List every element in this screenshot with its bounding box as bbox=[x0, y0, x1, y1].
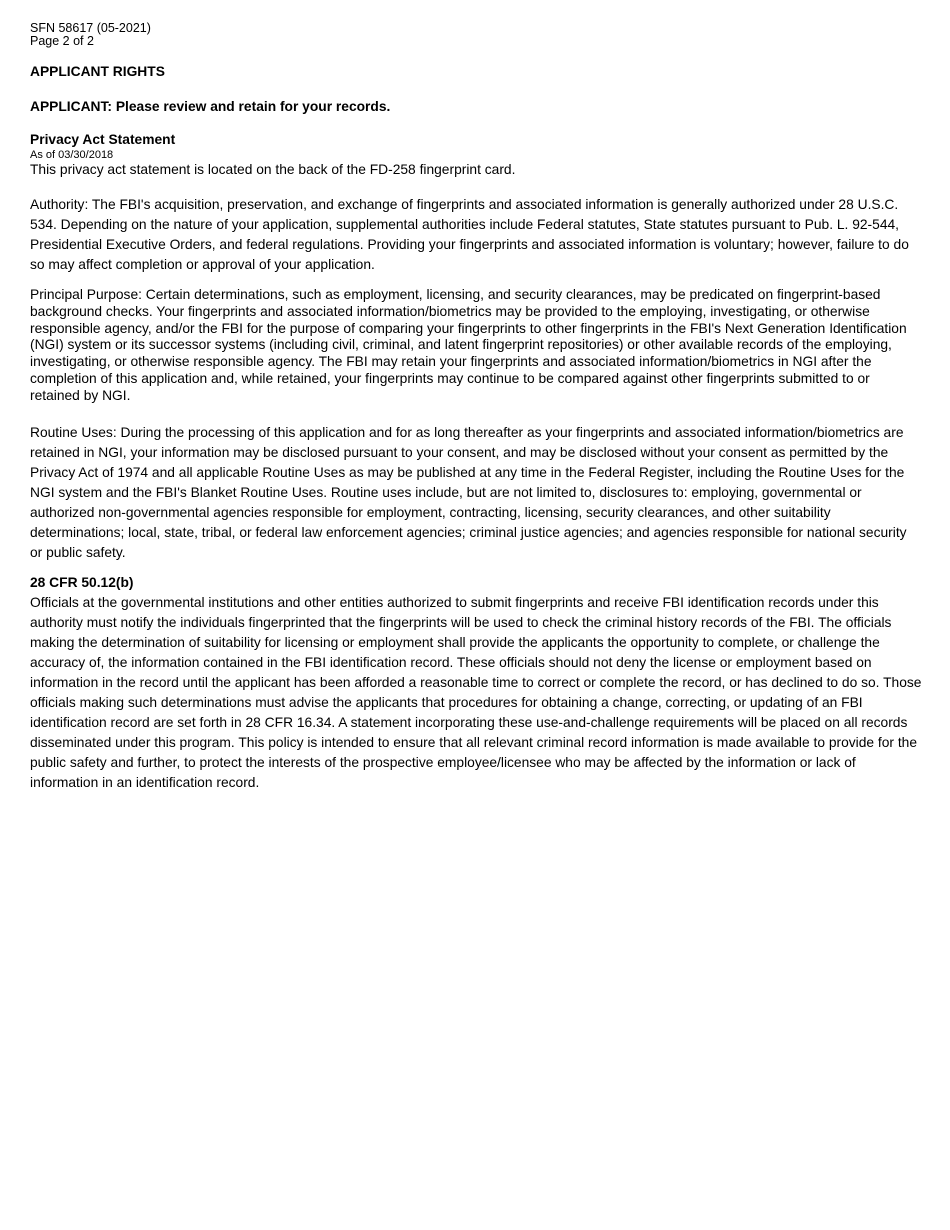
applicant-instruction: APPLICANT: Please review and retain for your records. bbox=[30, 99, 391, 114]
authority-paragraph: Authority: The FBI's acquisition, preservation, and exchange of fingerprints and associated information is generally authorized under 28 U.S.C. 534. Depending on the nature of your application, supplemental authorities include Federal statutes, State statutes pursuant to Pub. L. 92-544, Presidential Executive Orders, and federal regulations. Providing your fingerprints and associated information is voluntary; however, failure to do so may affect completion or approval of your application. bbox=[30, 197, 909, 272]
cfr-heading: 28 CFR 50.12(b) bbox=[30, 575, 134, 590]
principal-purpose-paragraph: Principal Purpose: Certain determinations, such as employment, licensing, and security clearances, may be predicated on fingerprint-based background checks. Your fingerprints and associated information/biometrics may be provided to the employing, investigating, or otherwise responsible agency, and/or the FBI for the purpose of comparing your fingerprints to other fingerprints in the FBI's Next Generation Identification (NGI) system or its successor systems (including civil, criminal, and latent fingerprint repositories) or other available records of the employing, investigating, or otherwise responsible agency. The FBI may retain your fingerprints and associated information/biometrics in NGI after the completion of this application and, while retained, your fingerprints may continue to be compared against other fingerprints submitted to or retained by NGI. bbox=[30, 287, 907, 403]
page-indicator: Page 2 of 2 bbox=[30, 34, 94, 48]
routine-uses-paragraph: Routine Uses: During the processing of this application and for as long thereafter as your fingerprints and associated information/biometrics are retained in NGI, your information may be disclosed pursuant to your consent, and may be disclosed without your consent as permitted by the Privacy Act of 1974 and all applicable Routine Uses as may be published at any time in the Federal Register, including the Routine Uses for the NGI system and the FBI's Blanket Routine Uses. Routine uses include, but are not limited to, disclosures to: employing, governmental or authorized non-governmental agencies responsible for employment, contracting, licensing, security clearances, and other suitability determinations; local, state, tribal, or federal law enforcement agencies; criminal justice agencies; and agencies responsible for national security or public safety. bbox=[30, 425, 907, 560]
privacy-location-note: This privacy act statement is located on the back of the FD-258 fingerprint card. bbox=[30, 162, 516, 177]
document-title: APPLICANT RIGHTS bbox=[30, 64, 165, 79]
cfr-paragraph: Officials at the governmental institutions and other entities authorized to submit fingerprints and receive FBI identification records under this authority must notify the individuals fingerprinted that the fingerprints will be used to check the criminal history records of the FBI. The officials making the determination of suitability for licensing or employment shall provide the applicants the opportunity to complete, or challenge the accuracy of, the information contained in the FBI identification record. These officials should not deny the license or employment based on information in the record until the applicant has been afforded a reasonable time to correct or complete the record, or has declined to do so. Those officials making such determinations must advise the applicants that procedures for obtaining a change, correcting, or updating of an FBI identification record are set forth in 28 CFR 16.34. A statement incorporating these use-and-challenge requirements will be placed on all records disseminated under this program. This policy is intended to ensure that all relevant criminal record information is made available to provide for the public safety and further, to protect the interests of the prospective employee/licensee who may be affected by the information or lack of information in an identification record. bbox=[30, 595, 922, 790]
privacy-as-of-date: As of 03/30/2018 bbox=[30, 149, 114, 161]
form-number: SFN 58617 (05-2021) bbox=[30, 21, 151, 35]
privacy-act-heading: Privacy Act Statement bbox=[30, 132, 176, 147]
